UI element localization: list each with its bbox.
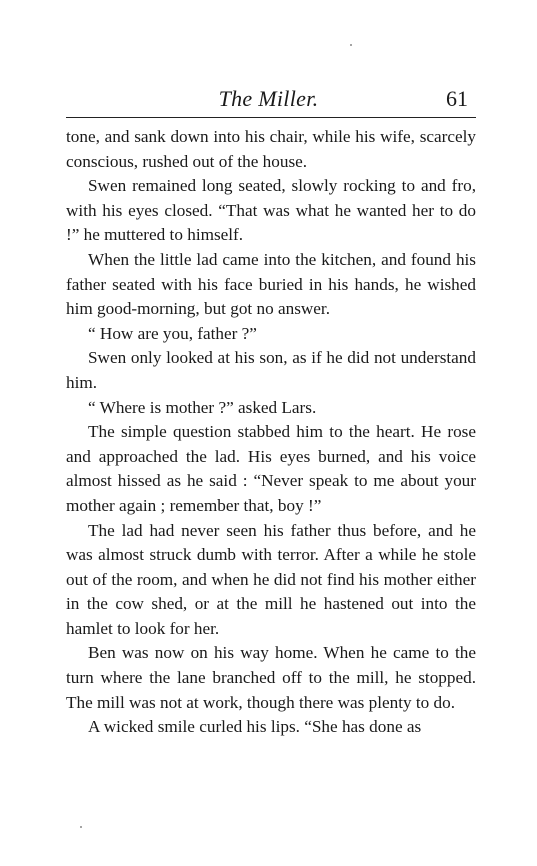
paragraph-continuation: tone, and sank down into his chair, while his wife, scarcely conscious, rushed out of the house.: [66, 127, 476, 171]
paragraph: The simple question stabbed him to the heart. He rose and approached the lad. His eyes burned, and his voice almost hissed as he said : “Never speak to me about your mother again ; remember that, boy !”: [66, 422, 476, 515]
paragraph: “ Where is mother ?” asked Lars.: [88, 397, 317, 417]
paragraph: Swen only looked at his son, as if he did not understand him.: [66, 348, 476, 392]
header-rule: [66, 117, 476, 118]
paragraph: When the little lad came into the kitchen, and found his father seated with his face buried in his hands, he wished him good-morning, but got no answer.: [66, 249, 476, 319]
running-head-title: The Miller.: [218, 86, 319, 111]
body-text: [66, 125, 476, 740]
paragraph: Ben was now on his way home. When he came to the turn where the lane branched off to the mill, he stopped. The mill was not at work, though there was plenty to do.: [66, 643, 476, 712]
page-number: 61: [446, 86, 468, 111]
paragraph: A wicked smile curled his lips. “She has done as: [88, 717, 422, 737]
paper-speck: [80, 826, 82, 828]
paragraph: “ How are you, father ?”: [88, 323, 257, 343]
paragraph: The lad had never seen his father thus before, and he was almost struck dumb with terror. After a while he stole out of the room, and when he did not find his mother either in the cow shed, or at the mill he hastened out into the hamlet to look for her.: [66, 520, 476, 638]
paper-speck: [350, 44, 352, 46]
paragraph: Swen remained long seated, slowly rocking to and fro, with his eyes closed. “That was what he wanted her to do !” he muttered to himself.: [66, 176, 476, 245]
